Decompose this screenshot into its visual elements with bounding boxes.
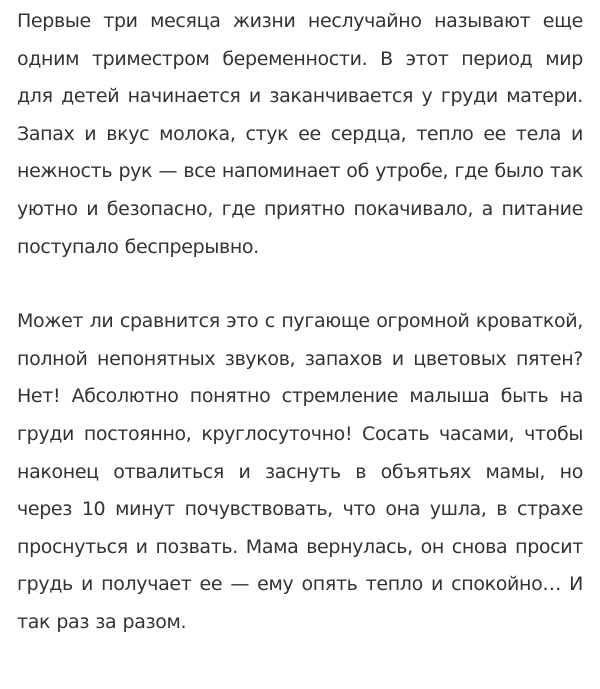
paragraph-first-trimester: Первые три месяца жизни неслучайно называют еще одним триместром беременности. В этот период мир для детей начинается и заканчивается у груди матери. Запах и вкус молока, стук ее сердца, тепло ее тела и нежность рук — все напоминает об утробе, где было так уютно и безопасно, где приятно покачивало, а питание поступало беспрерывно.	[17, 10, 583, 258]
article-body	[17, 3, 583, 642]
paragraph-crib-comparison: Может ли сравнится это с пугающе огромной кроваткой, полной непонятных звуков, запахов и цветовых пятен? Нет! Абсолютно понятно стремление малыша быть на груди постоянно, круглосуточно! Сосать часами, чтобы наконец отвалиться и заснуть в объятьях мамы, но через 10 минут почувствовать, что она ушла, в страхе проснуться и позвать. Мама вернулась, он снова просит грудь и получает ее — ему опять тепло и спокойно… И так раз за разом.	[17, 310, 583, 633]
